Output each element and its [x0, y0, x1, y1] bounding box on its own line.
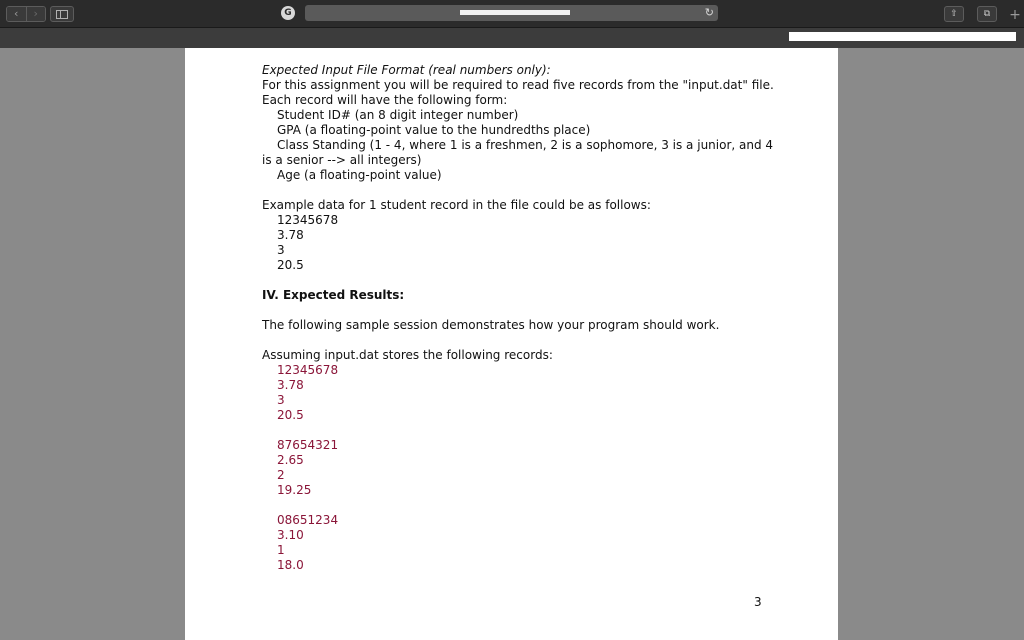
record-value: 08651234 — [277, 513, 339, 527]
record-value: 19.25 — [277, 483, 312, 497]
plus-icon: + — [1009, 7, 1021, 23]
record-value: 1 — [277, 543, 285, 557]
record-value: 12345678 — [277, 363, 339, 377]
address-bar[interactable] — [305, 5, 718, 21]
show-tabs-button[interactable] — [977, 6, 997, 22]
field-class-standing: Class Standing (1 - 4, where 1 is a freshmen, 2 is a sophomore, 3 is a junior, and 4 — [277, 138, 774, 152]
field-gpa: GPA (a floating-point value to the hundredths place) — [277, 123, 591, 137]
intro-line-2: Each record will have the following form: — [262, 93, 508, 107]
example-value: 12345678 — [277, 213, 339, 227]
session-intro: The following sample session demonstrates how your program should work. — [262, 318, 720, 332]
browser-toolbar — [0, 0, 1024, 28]
share-button[interactable] — [944, 6, 964, 22]
chevron-right-icon: › — [33, 7, 38, 20]
heading-input-format: Expected Input File Format (real numbers only): — [262, 63, 551, 77]
record-value: 2 — [277, 468, 285, 482]
tab-strip — [0, 28, 1024, 48]
record-value: 18.0 — [277, 558, 304, 572]
reload-icon[interactable]: ↻ — [704, 6, 714, 19]
document-content — [262, 63, 782, 573]
nav-buttons — [6, 6, 46, 22]
chevron-left-icon: ‹ — [14, 7, 19, 20]
share-icon: ⇧ — [950, 9, 958, 19]
new-tab-button[interactable] — [1008, 8, 1022, 22]
page-number: 3 — [754, 595, 762, 609]
example-value: 3 — [277, 243, 285, 257]
extension-icon[interactable]: G — [281, 6, 295, 20]
section-heading-expected-results: IV. Expected Results: — [262, 288, 405, 302]
field-class-standing-cont: is a senior --> all integers) — [262, 153, 422, 167]
sidebar-toggle-button[interactable] — [50, 6, 74, 22]
record-value: 3.10 — [277, 528, 304, 542]
record-value: 3 — [277, 393, 285, 407]
record-value: 87654321 — [277, 438, 339, 452]
field-age: Age (a floating-point value) — [277, 168, 442, 182]
forward-button[interactable] — [26, 7, 46, 21]
back-button[interactable] — [7, 7, 26, 21]
url-text — [460, 10, 570, 15]
tabs-icon: ⧉ — [983, 9, 991, 19]
intro-line-1: For this assignment you will be required to read five records from the "input.dat" file. — [262, 78, 774, 92]
record-value: 2.65 — [277, 453, 304, 467]
example-value: 20.5 — [277, 258, 304, 272]
document-page — [185, 48, 838, 640]
record-value: 3.78 — [277, 378, 304, 392]
assuming-text: Assuming input.dat stores the following records: — [262, 348, 553, 362]
field-student-id: Student ID# (an 8 digit integer number) — [277, 108, 519, 122]
record-value: 20.5 — [277, 408, 304, 422]
example-intro: Example data for 1 student record in the file could be as follows: — [262, 198, 651, 212]
sidebar-icon — [56, 10, 68, 19]
tab-active[interactable] — [789, 32, 1016, 41]
example-value: 3.78 — [277, 228, 304, 242]
